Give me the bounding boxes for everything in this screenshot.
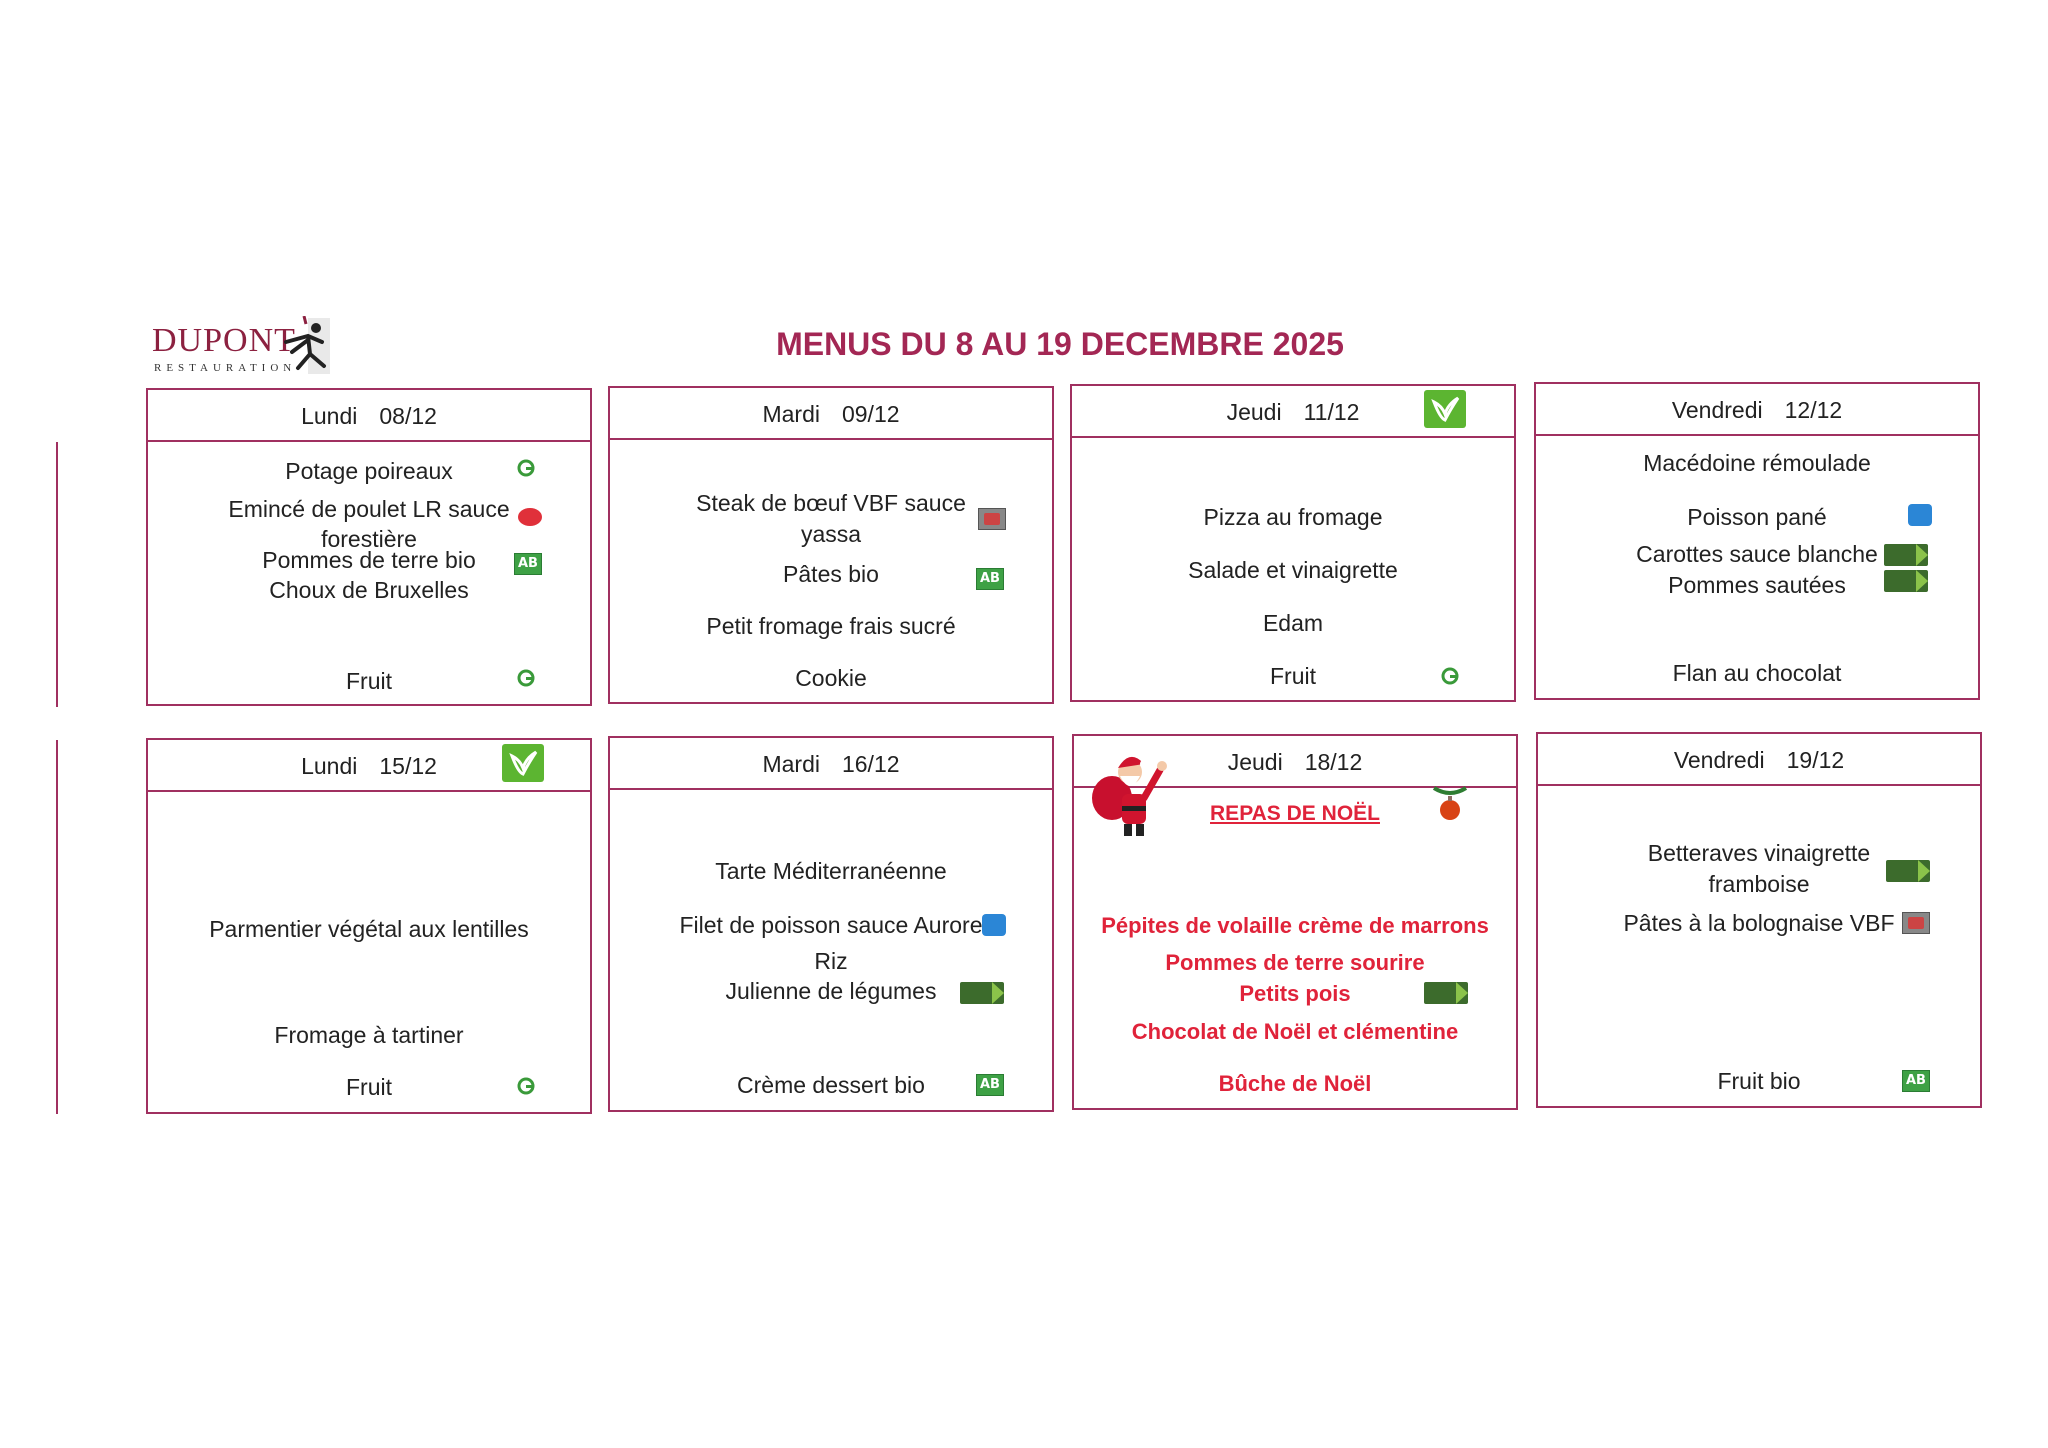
vbf-meat-icon xyxy=(978,508,1006,530)
hve-level2-icon xyxy=(1424,982,1468,1004)
local-label-icon xyxy=(516,668,536,688)
vegetarian-leaf-icon xyxy=(1424,390,1466,428)
menu-dish: Tarte Méditerranéenne xyxy=(715,858,947,884)
menu-card-vendredi-1212 xyxy=(1534,382,1980,700)
local-label-icon xyxy=(1440,666,1460,686)
menu-dish: Steak de bœuf VBF sauce xyxy=(696,490,966,516)
day-date: 19/12 xyxy=(1786,747,1845,773)
margin-rule-bottom xyxy=(56,740,58,1114)
menu-dish: yassa xyxy=(800,521,862,547)
menu-dish: Pâtes bio xyxy=(783,561,879,587)
menu-card-jeudi-1112 xyxy=(1070,384,1516,702)
day-date: 18/12 xyxy=(1304,749,1363,775)
day-name: Jeudi xyxy=(1226,399,1282,425)
christmas-meal-title: REPAS DE NOËL xyxy=(1210,802,1380,825)
card-header xyxy=(1538,734,1980,786)
menu-dish: Petits pois xyxy=(1239,981,1351,1006)
organic-ab-icon: AB xyxy=(976,1074,1004,1096)
menu-dish: Pommes de terre bio xyxy=(262,547,476,573)
organic-ab-icon: AB xyxy=(976,568,1004,590)
menu-dish: Salade et vinaigrette xyxy=(1188,557,1398,583)
menu-dish: Flan au chocolat xyxy=(1672,660,1842,686)
local-label-icon xyxy=(516,1076,536,1096)
page-title: MENUS DU 8 AU 19 DECEMBRE 2025 xyxy=(776,326,1344,362)
day-date: 08/12 xyxy=(379,403,437,429)
menu-dish: Pépites de volaille crème de marrons xyxy=(1101,913,1489,938)
menu-card-jeudi-1812 xyxy=(1072,734,1518,1110)
hve-level2-icon xyxy=(1886,860,1930,882)
menu-dish: Choux de Bruxelles xyxy=(269,577,469,603)
menu-dish: Pommes de terre sourire xyxy=(1165,950,1425,975)
day-date: 16/12 xyxy=(841,751,900,777)
card-header xyxy=(1536,384,1978,436)
menu-dish: Emincé de poulet LR sauce xyxy=(228,496,510,522)
day-name: Mardi xyxy=(762,401,820,427)
christmas-ornament-icon xyxy=(1430,784,1470,824)
menu-dish: Carottes sauce blanche xyxy=(1636,541,1878,567)
menu-dish: Filet de poisson sauce Aurore xyxy=(679,912,983,938)
day-name: Jeudi xyxy=(1227,749,1283,775)
runner-figure-icon xyxy=(278,316,332,376)
margin-rule-top xyxy=(56,442,58,707)
menu-dish: framboise xyxy=(1708,871,1810,897)
menu-dish: Edam xyxy=(1262,610,1324,636)
menu-dish: Fruit bio xyxy=(1717,1068,1801,1094)
menu-dish: Cookie xyxy=(795,665,867,691)
day-date: 09/12 xyxy=(841,401,900,427)
day-date: 11/12 xyxy=(1303,399,1360,425)
organic-ab-icon: AB xyxy=(514,553,542,575)
menu-dish: Fromage à tartiner xyxy=(274,1022,464,1048)
vbf-meat-icon xyxy=(1902,912,1930,934)
menu-card-lundi-0812 xyxy=(146,388,592,706)
day-name: Lundi xyxy=(301,753,358,779)
menu-dish: Macédoine rémoulade xyxy=(1643,450,1871,476)
menu-dish: Riz xyxy=(814,948,848,974)
brand-subtitle: RESTAURATION xyxy=(154,362,297,374)
menu-dish: Pâtes à la bolognaise VBF xyxy=(1623,910,1895,936)
day-name: Vendredi xyxy=(1671,397,1763,423)
brand-name: DUPONT xyxy=(152,322,296,359)
sustainable-fishing-icon xyxy=(1908,504,1932,526)
label-rouge-icon xyxy=(518,508,542,526)
brand-logo xyxy=(152,318,332,378)
hve-level2-icon xyxy=(1884,570,1928,592)
day-name: Mardi xyxy=(762,751,820,777)
menu-dish: Pommes sautées xyxy=(1668,572,1846,598)
menu-dish: Pizza au fromage xyxy=(1203,504,1383,530)
menu-dish: Fruit xyxy=(346,668,392,694)
day-date: 15/12 xyxy=(379,753,437,779)
day-name: Lundi xyxy=(301,403,358,429)
card-header xyxy=(610,738,1052,790)
local-label-icon xyxy=(516,458,536,478)
day-name: Vendredi xyxy=(1673,747,1765,773)
organic-ab-icon: AB xyxy=(1902,1070,1930,1092)
menu-dish: Fruit xyxy=(346,1074,392,1100)
menu-dish: Betteraves vinaigrette xyxy=(1647,840,1871,866)
menu-dish: Petit fromage frais sucré xyxy=(706,613,956,639)
menu-card-vendredi-1912 xyxy=(1536,732,1982,1108)
menu-card-mardi-1612 xyxy=(608,736,1054,1112)
card-header xyxy=(148,390,590,442)
santa-claus-icon xyxy=(1082,746,1172,842)
menu-dish: Fruit xyxy=(1270,663,1316,689)
menu-dish: Crème dessert bio xyxy=(737,1072,925,1098)
menu-card-mardi-0912 xyxy=(608,386,1054,704)
vegetarian-leaf-icon xyxy=(502,744,544,782)
menu-dish: Julienne de légumes xyxy=(725,978,937,1004)
menu-dish: Potage poireaux xyxy=(285,458,453,484)
menu-dish: Chocolat de Noël et clémentine xyxy=(1131,1019,1459,1044)
menu-card-lundi-1512 xyxy=(146,738,592,1114)
day-date: 12/12 xyxy=(1784,397,1843,423)
menu-dish: forestière xyxy=(321,526,417,552)
card-header xyxy=(610,388,1052,440)
menu-dish: Poisson pané xyxy=(1687,504,1827,530)
hve-level2-icon xyxy=(960,982,1004,1004)
hve-level2-icon xyxy=(1884,544,1928,566)
sustainable-fishing-icon xyxy=(982,914,1006,936)
menu-dish: Parmentier végétal aux lentilles xyxy=(209,916,529,942)
menu-dish: Bûche de Noël xyxy=(1218,1071,1372,1096)
